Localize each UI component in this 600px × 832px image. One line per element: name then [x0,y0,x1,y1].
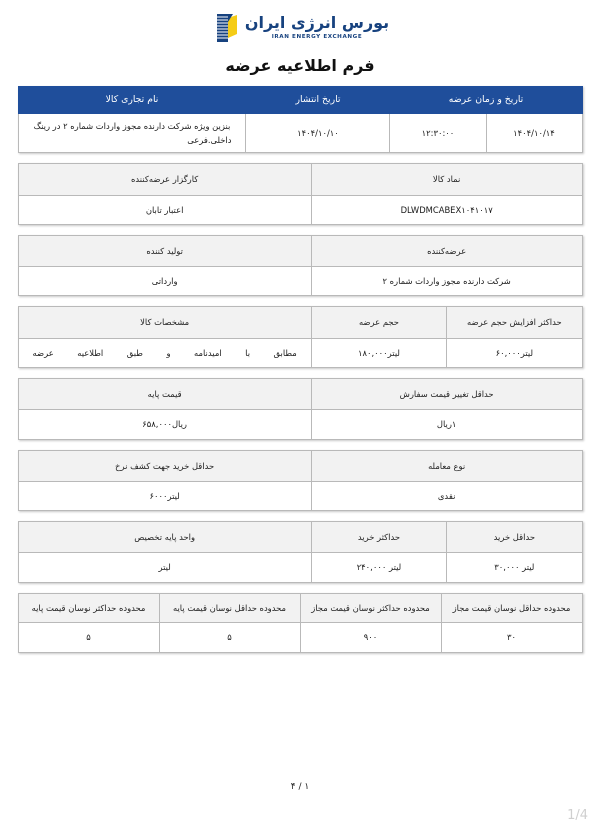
col-max-volume-increase: حداکثر افزایش حجم عرضه [447,307,582,338]
cell-max-volume-increase: لیتر۶۰,۰۰۰ [447,338,582,367]
cell-commercial-name: بنزین ویژه شرکت دارنده مجوز واردات شماره ۲ در رینگ داخلی.فرعی [18,113,246,153]
cell-goods-spec: مطابق با امیدنامه و طبق اطلاعیه عرضه [18,338,311,367]
table-header-row [18,450,582,481]
cell-base-price: ریال۶۵۸,۰۰۰ [18,410,311,439]
col-min-base-fluctuation: محدوده حداقل نوسان قیمت پایه [159,593,300,623]
col-goods-symbol: نماد کالا [311,164,582,195]
cell-publish-date: ۱۴۰۴/۱۰/۱۰ [246,113,390,153]
cell-min-purchase: لیتر ۳۰,۰۰۰ [447,553,582,582]
cell-offer-date: ۱۴۰۴/۱۰/۱۴ [486,113,582,153]
table-row [18,338,582,367]
col-offer-volume: حجم عرضه [311,307,446,338]
col-allocation-base-unit: واحد پایه تخصیص [18,522,311,553]
cell-max-base-fluctuation: ۵ [18,623,159,652]
cell-max-allowed-fluctuation: ۹۰۰ [300,623,441,652]
col-min-purchase: حداقل خرید [447,522,582,553]
col-min-price-change: حداقل تغییر قیمت سفارش [311,379,582,410]
cell-trade-type: نقدی [311,481,582,510]
table-row [18,195,582,224]
table-price-fluctuation [18,593,583,653]
col-max-purchase: حداکثر خرید [311,522,446,553]
brand-name-fa: بورس انرژی ایران [244,12,390,32]
page-title: فرم اطلاعیه عرضه [225,56,375,75]
col-goods-spec: مشخصات کالا [18,307,311,338]
cell-min-purchase-price-discovery: لیتر۶۰۰۰ [18,481,311,510]
table-header-row [18,307,582,338]
col-min-purchase-price-discovery: حداقل خرید جهت کشف نرخ [18,450,311,481]
col-max-allowed-fluctuation: محدوده حداکثر نوسان قیمت مجاز [300,593,441,623]
table-offer-identity [18,86,583,153]
cell-offer-volume: لیتر۱۸۰,۰۰۰ [311,338,446,367]
table-header-row [18,593,582,623]
table-header-row [18,235,582,266]
page-counter: ۱ / ۴ [290,782,310,792]
exchange-logo-mark [211,12,239,44]
table-trade-type [18,450,583,512]
table-row [18,623,582,652]
cell-min-price-change: ۱ریال [311,410,582,439]
cell-goods-symbol: DLWDMCABEX۱۰۴۱۰۱۷ [311,195,582,224]
table-header-row [18,164,582,195]
col-producer: تولید کننده [18,235,311,266]
corner-page-indicator: 1/4 [567,808,588,823]
col-supplier-broker: کارگزار عرضه‌کننده [18,164,311,195]
cell-min-base-fluctuation: ۵ [159,623,300,652]
col-max-base-fluctuation: محدوده حداکثر نوسان قیمت پایه [18,593,159,623]
table-header-row [18,379,582,410]
table-header-row [18,522,582,553]
col-offer-datetime: تاریخ و زمان عرضه [390,87,582,114]
col-supplier: عرضه‌کننده [311,235,582,266]
cell-offer-time: ۱۲:۳۰:۰۰ [390,113,486,153]
brand-name-en: IRAN ENERGY EXCHANGE [271,33,363,40]
table-allocation [18,521,583,583]
brand-wordmark [244,12,390,41]
cell-min-allowed-fluctuation: ۳۰ [441,623,582,652]
table-broker-symbol [18,163,583,225]
table-row [18,113,582,153]
table-row [18,481,582,510]
brand-header [0,0,600,46]
table-row [18,267,582,296]
cell-producer: وارداتی [18,267,311,296]
cell-allocation-base-unit: لیتر [18,553,311,582]
col-min-allowed-fluctuation: محدوده حداقل نوسان قیمت مجاز [441,593,582,623]
cell-supplier-broker: اعتبار تابان [18,195,311,224]
iran-energy-exchange-logo [211,12,389,44]
cell-supplier: شرکت دارنده مجوز واردات شماره ۲ [311,267,582,296]
col-trade-type: نوع معامله [311,450,582,481]
cell-max-purchase: لیتر ۲۴۰,۰۰۰ [311,553,446,582]
col-base-price: قیمت پایه [18,379,311,410]
table-row [18,410,582,439]
table-header-row [18,87,582,114]
table-row [18,553,582,582]
table-pricing [18,378,583,440]
table-producer-supplier [18,235,583,297]
col-publish-date: تاریخ انتشار [246,87,390,114]
col-commercial-name: نام تجاری کالا [18,87,246,114]
table-goods-spec [18,306,583,368]
